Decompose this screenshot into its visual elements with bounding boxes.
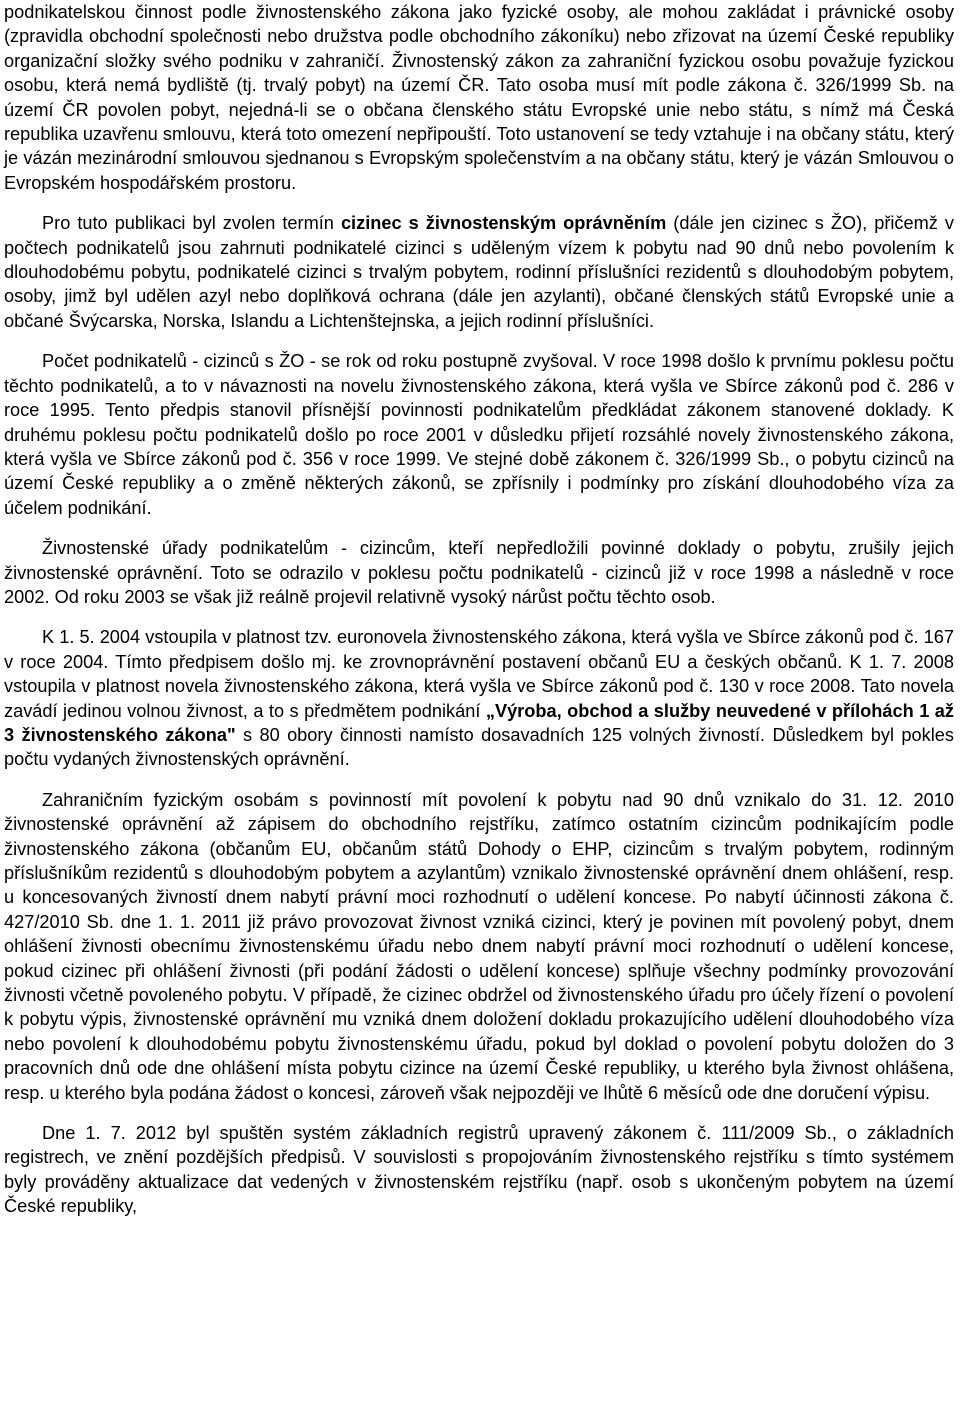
paragraph-6 <box>4 788 954 1105</box>
text-run: Počet podnikatelů - cizinců s ŽO - se rok od roku postupně zvyšoval. V roce 1998 došlo k prvnímu poklesu počtu těchto podnikatelů, a to v návaznosti na novelu živnostenského zákona, která vyšla ve Sbírce zákonů pod č. 286 v roce 1995. Tento předpis stanovil přísnější povinnosti podnikatelům předkládat zákonem stanovené doklady. K druhému poklesu počtu podnikatelů došlo po roce 2001 v důsledku přijetí rozsáhlé novely živnostenského zákona, která vyšla ve Sbírce zákonů pod č. 356 v roce 1999. Ve stejné době zákonem č. 326/1999 Sb., o pobytu cizinců na území České republiky a o změně některých zákonů, se zpřísnily i podmínky pro získání dlouhodobého víza za účelem podnikání. <box>4 351 954 518</box>
paragraph-1 <box>4 0 954 195</box>
bold-text-run: cizinec s živnostenským oprávněním <box>340 213 667 234</box>
paragraph-2 <box>4 211 954 333</box>
text-run: (dále jen cizinec s ŽO), přičemž v počtech podnikatelů jsou zahrnuti podnikatelé cizinci s uděleným vízem k pobytu nad 90 dnů nebo povolením k dlouhodobému pobytu, podnikatelé cizinci s trvalým pobytem, rodinní příslušníci rezidentů s dlouhodobým pobytem, osoby, jimž byl udělen azyl nebo doplňková ochrana (dále jen azylanti), občané členských států Evropské unie a občané Švýcarska, Norska, Islandu a Lichtenštejnska, a jejich rodinní příslušníci. <box>4 213 954 331</box>
paragraph-7 <box>4 1121 954 1219</box>
paragraph-3 <box>4 349 954 520</box>
text-run: Zahraničním fyzickým osobám s povinností mít povolení k pobytu nad 90 dnů vznikalo do 31. 12. 2010 živnostenské oprávnění až zápisem do obchodního rejstříku, zatímco ostatním cizincům podnikajícím podle živnostenského zákona (občanům EU, občanům států Dohody o EHP, cizincům s trvalým pobytem, rodinným příslušníkům rezidentů s dlouhodobým pobytem a azylantům) vznikalo živnostenské oprávnění dnem ohlášení, resp. u koncesovaných živností dnem nabytí právní moci rozhodnutí o udělení koncese. Po nabytí účinnosti zákona č. 427/2010 Sb. dne 1. 1. 2011 již právo provozovat živnost vzniká cizinci, který je povinen mít povolený pobyt, dnem ohlášení živnosti obecnímu živnostenskému úřadu nebo dnem nabytí právní moci rozhodnutí o udělení koncese, pokud cizinec při ohlášení živnosti (při podání žádosti o udělení koncese) splňuje všechny podmínky provozování živnosti včetně povoleného pobytu. V případě, že cizinec obdržel od živnostenského úřadu pro účely řízení o povolení k pobytu výpis, živnostenské oprávnění mu vzniká dnem doložení dokladu prokazujícího udělení dlouhodobého víza nebo povolení k dlouhodobému pobytu živnostenskému úřadu, pokud byl doklad o povolení pobytu doložen do 3 pracovních dnů ode dne ohlášení místa pobytu cizince na území České republiky, u kterého byla živnost ohlášena, resp. u kterého byla podána žádost o koncesi, zároveň však nejpozději ve lhůtě 6 měsíců ode dne doručení výpisu. <box>4 789 954 1103</box>
text-run: K 1. 5. 2004 vstoupila v platnost tzv. euronovela živnostenského zákona, která vyšla ve Sbírce zákonů pod č. 167 v roce 2004. Tímto předpisem došlo mj. ke zrovnoprávnění postavení občanů EU a českých občanů. K 1. 7. 2008 vstoupila v platnost novela živnostenského zákona, která vyšla ve Sbírce zákonů pod č. 130 v roce 2008. Tato novela zavádí jedinou volnou živnost, a to s předmětem podnikání <box>4 627 954 721</box>
bold-text-run: „Výroba, obchod a služby neuvedené v přílohách 1 až 3 živnostenského zákona" <box>4 700 954 745</box>
text-run: s 80 obory činnosti namísto dosavadních 125 volných živností. Důsledkem byl pokles počtu vydaných živnostenských oprávnění. <box>4 724 954 770</box>
paragraph-5 <box>4 625 954 771</box>
paragraph-4 <box>4 536 954 609</box>
text-run: Živnostenské úřady podnikatelům - cizincům, kteří nepředložili povinné doklady o pobytu, zrušily jejich živnostenské oprávnění. Toto se odrazilo v poklesu počtu podnikatelů - cizinců již v roce 1998 a následně v roce 2002. Od roku 2003 se však již reálně projevil relativně vysoký nárůst počtu těchto osob. <box>4 538 954 607</box>
text-run: Dne 1. 7. 2012 byl spuštěn systém základních registrů upravený zákonem č. 111/2009 Sb., o základních registrech, ve znění pozdějších předpisů. V souvislosti s propojováním živnostenského rejstříku s tímto systémem byly prováděny aktualizace dat vedených v živnostenském rejstříku (např. osob s ukončeným pobytem na území České republiky, <box>4 1123 954 1217</box>
text-run: Pro tuto publikaci byl zvolen termín <box>42 213 341 234</box>
text-run: podnikatelskou činnost podle živnostenského zákona jako fyzické osoby, ale mohou zakládat i právnické osoby (zpravidla obchodní společnosti nebo družstva podle obchodního zákoníku) nebo zřizovat na území České republiky organizační složky svého podniku v zahraničí. Živnostenský zákon za zahraniční fyzickou osobu považuje fyzickou osobu, která nemá bydliště (tj. trvalý pobyt) na území ČR. Tato osoba musí mít podle zákona č. 326/1999 Sb. na území ČR povolen pobyt, nejedná-li se o občana členského státu Evropské unie nebo státu, s nímž má Česká republika uzavřenu smlouvu, která toto omezení nepřipouští. Toto ustanovení se tedy vztahuje i na občany státu, který je vázán mezinárodní smlouvou sjednanou s Evropským společenstvím a na občany státu, který je vázán Smlouvou o Evropském hospodářském prostoru. <box>4 2 954 193</box>
